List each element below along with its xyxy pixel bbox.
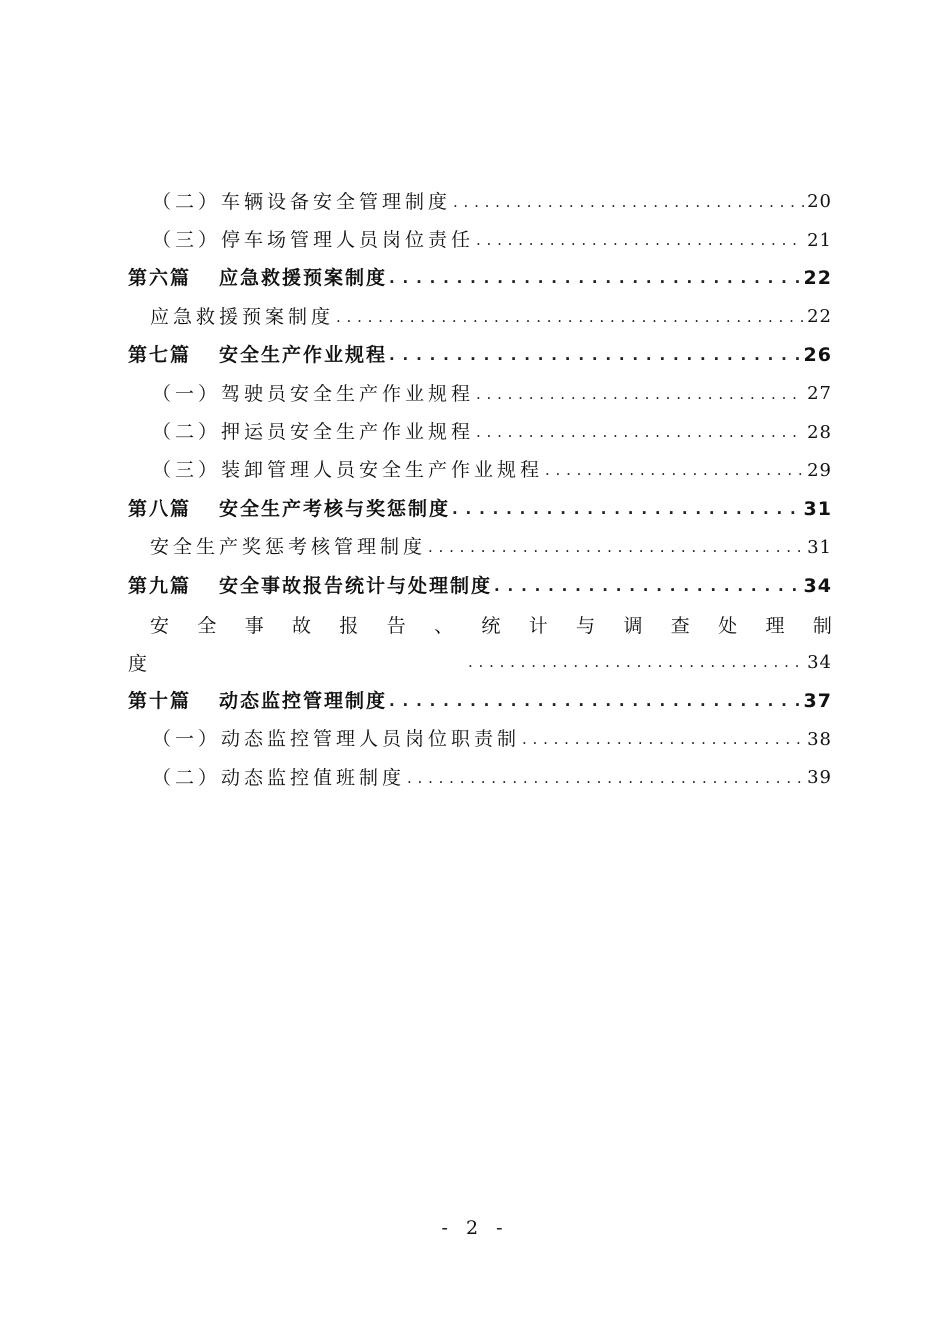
toc-leader-dots — [476, 230, 804, 251]
toc-page-number: 22 — [803, 267, 832, 290]
toc-page-number: 27 — [807, 383, 832, 405]
toc-title-char: 计 — [528, 614, 548, 637]
toc-page-number: 21 — [807, 229, 832, 251]
toc-chapter-title — [128, 497, 451, 520]
toc-leader-dots — [476, 422, 804, 443]
toc-page-number: 29 — [807, 459, 832, 481]
toc-title-tail: 度 — [128, 653, 148, 676]
toc-entry-title: 安全生产奖惩考核管理制度 — [150, 536, 427, 559]
toc-leader-dots — [389, 269, 801, 290]
toc-leader-dots — [336, 307, 804, 328]
toc-page-number: 34 — [803, 574, 832, 597]
toc-entry-title: 应急救援预案制度 — [150, 305, 335, 328]
toc-entry-title: （三）停车场管理人员岗位责任 — [152, 229, 475, 252]
toc-entry-title: （一）动态监控管理人员岗位职责制 — [152, 728, 521, 751]
toc-title-char: 报 — [339, 614, 359, 637]
toc-chapter-name: 安全事故报告统计与处理制度 — [219, 574, 493, 597]
toc-leader-dots — [453, 192, 804, 213]
toc-page-number: 37 — [803, 689, 832, 712]
table-of-contents — [128, 183, 832, 797]
toc-leader-dots — [476, 384, 804, 405]
toc-chapter-name: 安全生产考核与奖惩制度 — [219, 497, 451, 520]
toc-entry-title-line1 — [128, 605, 832, 643]
toc-chapter-name: 安全生产作业规程 — [219, 344, 388, 367]
toc-chapter-name: 应急救援预案制度 — [219, 267, 388, 290]
toc-title-char: 调 — [623, 614, 643, 637]
toc-chapter-number: 第十篇 — [128, 689, 192, 712]
toc-entry-title-line2 — [128, 644, 832, 682]
toc-chapter-number: 第九篇 — [128, 574, 192, 597]
toc-title-char: 事 — [244, 614, 264, 637]
toc-title-char: 故 — [292, 614, 312, 637]
toc-title-char: 理 — [765, 614, 785, 637]
toc-entry[interactable] — [128, 183, 832, 221]
toc-page-number: 34 — [807, 652, 832, 674]
toc-entry[interactable] — [128, 759, 832, 797]
toc-page-number: 28 — [807, 421, 832, 443]
toc-chapter-heading[interactable] — [128, 260, 832, 298]
toc-page-number: 31 — [803, 497, 832, 520]
page-number-footer: - 2 - — [441, 1217, 509, 1239]
toc-page-number: 39 — [807, 767, 832, 789]
toc-entry[interactable] — [128, 221, 832, 259]
toc-leader-dots — [468, 652, 804, 673]
toc-title-char: 处 — [718, 614, 738, 637]
toc-chapter-heading[interactable] — [128, 682, 832, 720]
toc-leader-dots — [452, 499, 801, 520]
toc-chapter-title — [128, 689, 388, 712]
toc-leader-dots — [389, 691, 801, 712]
toc-title-char: 制 — [812, 614, 832, 637]
toc-chapter-number: 第六篇 — [128, 267, 192, 290]
toc-entry-wrapped[interactable] — [128, 605, 832, 682]
toc-entry-title: （二）动态监控值班制度 — [152, 766, 406, 789]
toc-entry[interactable] — [128, 298, 832, 336]
toc-page-number: 38 — [807, 728, 832, 750]
toc-entry-title: （三）装卸管理人员安全生产作业规程 — [152, 459, 544, 482]
toc-chapter-heading[interactable] — [128, 490, 832, 528]
toc-page-number: 31 — [807, 536, 832, 558]
toc-entry-title: （一）驾驶员安全生产作业规程 — [152, 382, 475, 405]
toc-entry-title: （二）车辆设备安全管理制度 — [152, 190, 452, 213]
toc-entry[interactable] — [128, 413, 832, 451]
toc-title-char: 全 — [197, 614, 217, 637]
toc-entry[interactable] — [128, 529, 832, 567]
toc-chapter-heading[interactable] — [128, 567, 832, 605]
toc-title-char: 安 — [150, 614, 170, 637]
toc-chapter-number: 第七篇 — [128, 344, 192, 367]
toc-chapter-title — [128, 346, 387, 365]
toc-chapter-number: 第八篇 — [128, 497, 192, 520]
toc-entry-title: （二）押运员安全生产作业规程 — [152, 421, 475, 444]
toc-title-char: 、 — [434, 614, 454, 637]
toc-entry[interactable] — [128, 375, 832, 413]
toc-entry[interactable] — [128, 720, 832, 758]
toc-leader-dots — [389, 345, 801, 366]
toc-entry[interactable] — [128, 452, 832, 490]
toc-title-char: 统 — [481, 614, 501, 637]
toc-chapter-heading[interactable] — [128, 337, 832, 375]
toc-page-number: 22 — [807, 306, 832, 328]
toc-leader-dots — [494, 576, 801, 597]
toc-chapter-name: 动态监控管理制度 — [219, 689, 388, 712]
toc-title-char: 告 — [386, 614, 406, 637]
toc-leader-dots — [407, 768, 804, 789]
toc-title-char: 与 — [576, 614, 596, 637]
toc-page-number: 26 — [803, 344, 832, 367]
toc-chapter-title — [128, 269, 387, 288]
toc-leader-dots — [545, 460, 804, 481]
toc-title-char: 查 — [670, 614, 690, 637]
toc-leader-dots — [428, 537, 804, 558]
toc-chapter-title — [128, 574, 493, 597]
toc-page-number: 20 — [807, 191, 832, 213]
toc-leader-dots — [522, 729, 804, 750]
